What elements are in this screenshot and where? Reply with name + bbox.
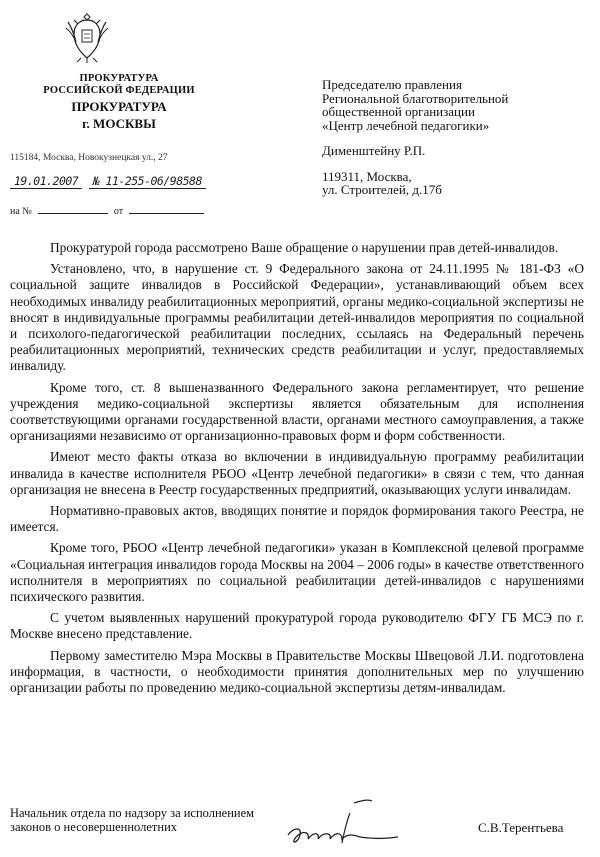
paragraph-1: Прокуратурой города рассмотрено Ваше обращение о нарушении прав детей-инвалидов. <box>50 240 559 255</box>
reference-line <box>10 206 204 217</box>
paragraph-2: Установлено, что, в нарушение ст. 9 Федерального закона от 24.11.1995 № 181-ФЗ «О социальной защите инвалидов в Российской Федерации», устанавливающий объем всех необходимых инвалиду реабилитационных мероприятий, органы медико-социальной экспертизы не вносят в индивидуальные программы реабилитации детей-инвалидов мероприятия по социальной и психолого-педагогической реабилитации последних, ссылаясь на Федеральный перечень реабилитационных мероприятий, технических средств реабилитации и услуг, предоставляемых инвалиду. <box>10 261 584 374</box>
paragraph-3: Кроме того, ст. 8 вышеназванного Федерального закона регламентирует, что решение учреждения медико-социальной экспертизы является обязательным для исполнения соответствующими органами государственной власти, органами местного самоуправления, а также организациями независимо от организационно-правовых форм и форм собственности. <box>10 379 584 444</box>
signatory-title <box>10 806 254 834</box>
recipient-line-1: Председателю правления <box>322 77 462 92</box>
paragraph-8: Первому заместителю Мэра Москвы в Правительстве Москвы Швецовой Л.И. подготовлена информация, в частности, о необходимости принятия дополнительных мер по улучшению организации работы по проведению медико-социальной экспертизы детям-инвалидам. <box>10 647 584 696</box>
coat-of-arms-emblem <box>64 8 110 64</box>
na-blank <box>38 213 108 214</box>
paragraph-5: Нормативно-правовых актов, вводящих понятие и порядок формирования такого Реестра, не имеется. <box>10 503 584 535</box>
recipient-address-1: 119311, Москва, <box>322 168 412 184</box>
paragraph-6: Кроме того, РБОО «Центр лечебной педагогики» указан в Комплексной целевой программе «Социальная интеграция инвалидов города Москвы на 2004 – 2006 годы» в качестве ответственного исполнителя в мероприятиях по социальной реабилитации детей-инвалидов с нарушениями психического развития. <box>10 540 584 605</box>
recipient-address-2: ул. Строителей, д.17б <box>322 182 442 197</box>
registration-line <box>10 174 206 188</box>
org-line-2: РОССИЙСКОЙ ФЕДЕРАЦИИ <box>43 85 195 96</box>
recipient-line-3: общественной организации <box>322 104 475 119</box>
signatory-title-line-2: законов о несовершеннолетних <box>10 820 178 834</box>
letter-body <box>10 240 584 701</box>
paragraph-7: С учетом выявленных нарушений прокуратурой города руководителю ФГУ ГБ МСЭ по г. Москве внесено представление. <box>10 610 584 642</box>
ot-label: от <box>113 206 124 217</box>
signatory-title-line-1: Начальник отдела по надзору за исполнением <box>10 806 255 820</box>
org-line-3: ПРОКУРАТУРА <box>71 99 167 114</box>
recipient-name: Дименштейну Р.П. <box>322 143 426 158</box>
org-line-1: ПРОКУРАТУРА <box>79 73 159 84</box>
ot-blank <box>129 213 204 214</box>
recipient-block <box>322 78 508 197</box>
paragraph-4: Имеют место факты отказа во включении в индивидуальную программу реабилитации инвалида в качестве исполнителя РБОО «Центр лечебной педагогики» в связи с тем, что данная организация не внесена в Реестр государственных предприятий, оказывающих услуги инвалидам. <box>10 449 584 497</box>
org-line-4: г. МОСКВЫ <box>82 116 156 131</box>
recipient-line-2: Региональной благотворительной <box>322 90 509 106</box>
signatory-name: С.В.Терентьева <box>478 820 564 835</box>
sender-header <box>0 73 238 131</box>
sender-address: 115184, Москва, Новокузнецкая ул., 27 <box>10 153 168 163</box>
handwritten-signature <box>280 793 460 853</box>
recipient-line-4: «Центр лечебной педагогики» <box>322 117 490 133</box>
registration-date: 19.01.2007 <box>10 174 82 189</box>
registration-number: № 11-255-06/98588 <box>89 174 206 189</box>
na-label: на № <box>10 206 32 217</box>
